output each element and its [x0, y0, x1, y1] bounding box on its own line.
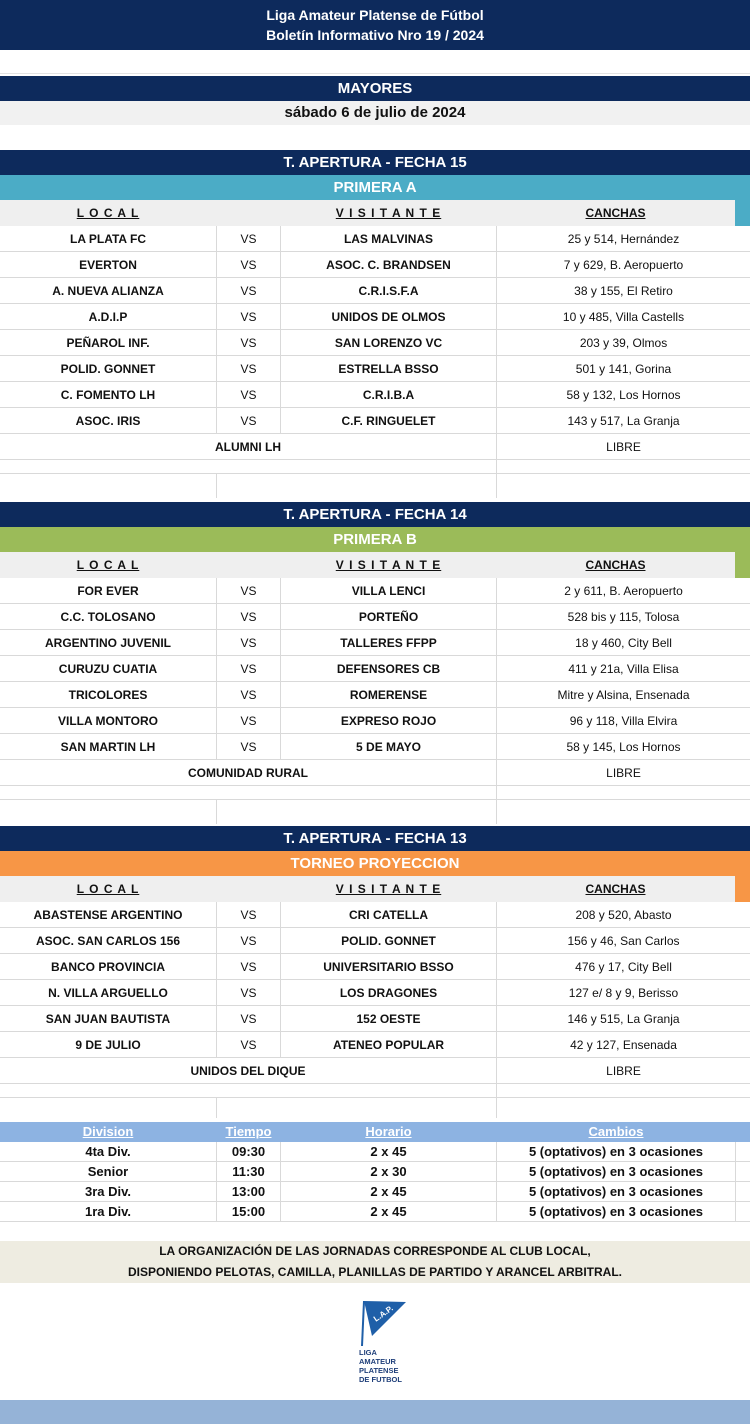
visiting-team: ROMERENSE — [349, 688, 428, 702]
visiting-team: ASOC. C. BRANDSEN — [326, 258, 451, 272]
visiting-team: C.R.I.B.A — [362, 388, 415, 402]
schedule-time: 09:30 — [216, 1142, 281, 1162]
versus-label: VS — [216, 356, 281, 382]
grid-line — [496, 1098, 497, 1118]
notice-line-1: LA ORGANIZACIÓN DE LAS JORNADAS CORRESPONDE AL CLUB LOCAL, — [159, 1244, 591, 1258]
field-location: 7 y 629, B. Aeropuerto — [496, 252, 750, 278]
match-row — [0, 630, 750, 656]
versus-label: VS — [216, 252, 281, 278]
match-row — [0, 252, 750, 278]
local-team: EVERTON — [79, 258, 137, 272]
bye-label: LIBRE — [496, 1058, 750, 1084]
grid-line — [496, 460, 497, 474]
local-team: SAN JUAN BAUTISTA — [45, 1012, 171, 1026]
match-row — [0, 1032, 750, 1058]
versus-label: VS — [216, 708, 281, 734]
versus-label: VS — [216, 226, 281, 252]
versus-label: VS — [216, 734, 281, 760]
schedule-substitutions: 5 (optativos) en 3 ocasiones — [496, 1142, 736, 1162]
field-location: 18 y 460, City Bell — [496, 630, 750, 656]
schedule-row — [0, 1182, 750, 1202]
schedule-substitutions: 5 (optativos) en 3 ocasiones — [496, 1162, 736, 1182]
match-row — [0, 408, 750, 434]
field-location: 156 y 46, San Carlos — [496, 928, 750, 954]
match-row — [0, 656, 750, 682]
schedule-col-tiempo: Tiempo — [225, 1124, 272, 1139]
schedule-row — [0, 1142, 750, 1162]
division-title: PRIMERA A — [0, 175, 750, 200]
column-header-row — [0, 200, 735, 226]
section-title: T. APERTURA - FECHA 13 — [0, 826, 750, 851]
schedule-time: 11:30 — [216, 1162, 281, 1182]
versus-label: VS — [216, 278, 281, 304]
field-location: 411 y 21a, Villa Elisa — [496, 656, 750, 682]
visiting-team: TALLERES FFPP — [340, 636, 437, 650]
column-header-row — [0, 552, 735, 578]
visiting-team: C.F. RINGUELET — [341, 414, 436, 428]
match-row — [0, 226, 750, 252]
column-canchas: CANCHAS — [585, 882, 646, 896]
pennant-flag-icon — [350, 1298, 420, 1393]
field-location: 203 y 39, Olmos — [496, 330, 750, 356]
schedule-division: 4ta Div. — [85, 1144, 131, 1159]
bulletin-number: Boletín Informativo Nro 19 / 2024 — [266, 27, 484, 43]
field-location: 58 y 132, Los Hornos — [496, 382, 750, 408]
local-team: C. FOMENTO LH — [60, 388, 156, 402]
local-team: N. VILLA ARGUELLO — [48, 986, 168, 1000]
accent-strip — [735, 200, 750, 226]
visiting-team: UNIVERSITARIO BSSO — [323, 960, 454, 974]
visiting-team: UNIDOS DE OLMOS — [331, 310, 446, 324]
versus-label: VS — [216, 656, 281, 682]
local-team: ABASTENSE ARGENTINO — [33, 908, 183, 922]
schedule-duration: 2 x 45 — [370, 1184, 407, 1199]
field-location: 10 y 485, Villa Castells — [496, 304, 750, 330]
versus-label: VS — [216, 304, 281, 330]
versus-label: VS — [216, 682, 281, 708]
division-title: TORNEO PROYECCION — [0, 851, 750, 876]
match-row — [0, 682, 750, 708]
versus-label: VS — [216, 980, 281, 1006]
local-team: CURUZU CUATIA — [58, 662, 158, 676]
field-location: 146 y 515, La Granja — [496, 1006, 750, 1032]
section-title: T. APERTURA - FECHA 14 — [0, 502, 750, 527]
visiting-team: ESTRELLA BSSO — [338, 362, 439, 376]
grid-line — [496, 800, 497, 824]
schedule-time: 13:00 — [216, 1182, 281, 1202]
notice-line-2: DISPONIENDO PELOTAS, CAMILLA, PLANILLAS DE PARTIDO Y ARANCEL ARBITRAL. — [127, 1265, 622, 1279]
spacer — [0, 50, 750, 74]
local-team: PEÑAROL INF. — [66, 336, 150, 350]
column-visitante: V I S I T A N T E — [335, 882, 442, 896]
versus-label: VS — [216, 954, 281, 980]
column-canchas: CANCHAS — [585, 206, 646, 220]
division-title: PRIMERA B — [0, 527, 750, 552]
field-location: 476 y 17, City Bell — [496, 954, 750, 980]
field-location: 96 y 118, Villa Elvira — [496, 708, 750, 734]
local-team: 9 DE JULIO — [75, 1038, 141, 1052]
field-location: 127 e/ 8 y 9, Berisso — [496, 980, 750, 1006]
versus-label: VS — [216, 578, 281, 604]
column-canchas: CANCHAS — [585, 558, 646, 572]
bye-label: LIBRE — [496, 434, 750, 460]
match-row — [0, 980, 750, 1006]
logo-line-1: LIGA — [359, 1348, 377, 1357]
local-team: POLID. GONNET — [60, 362, 156, 376]
visiting-team: ATENEO POPULAR — [332, 1038, 445, 1052]
match-row — [0, 304, 750, 330]
match-row — [0, 382, 750, 408]
grid-line — [496, 474, 497, 498]
footer-bar — [0, 1400, 750, 1424]
column-visitante: V I S I T A N T E — [335, 206, 442, 220]
field-location: 143 y 517, La Granja — [496, 408, 750, 434]
field-location: Mitre y Alsina, Ensenada — [496, 682, 750, 708]
match-row — [0, 578, 750, 604]
column-local: L O C A L — [76, 558, 140, 572]
empty-row — [0, 474, 750, 498]
field-location: 25 y 514, Hernández — [496, 226, 750, 252]
section-title: T. APERTURA - FECHA 15 — [0, 150, 750, 175]
schedule-division: 1ra Div. — [84, 1204, 131, 1219]
accent-strip — [735, 876, 750, 902]
local-team: ARGENTINO JUVENIL — [44, 636, 171, 650]
local-team: LA PLATA FC — [70, 232, 146, 246]
local-team: SAN MARTIN LH — [60, 740, 156, 754]
visiting-team: LOS DRAGONES — [339, 986, 438, 1000]
local-team: ASOC. IRIS — [75, 414, 141, 428]
field-location: 2 y 611, B. Aeropuerto — [496, 578, 750, 604]
bye-team: ALUMNI LH — [215, 440, 281, 454]
match-row — [0, 734, 750, 760]
bye-row — [0, 434, 750, 460]
match-row — [0, 330, 750, 356]
organization-notice — [0, 1241, 750, 1283]
visiting-team: PORTEÑO — [358, 610, 419, 624]
local-team: C.C. TOLOSANO — [60, 610, 156, 624]
bye-team: UNIDOS DEL DIQUE — [190, 1064, 306, 1078]
schedule-row — [0, 1162, 750, 1182]
versus-label: VS — [216, 928, 281, 954]
grid-line — [216, 1098, 217, 1118]
bye-row — [0, 1058, 750, 1084]
match-row — [0, 954, 750, 980]
field-location: 42 y 127, Ensenada — [496, 1032, 750, 1058]
league-logo — [350, 1298, 420, 1393]
visiting-team: 152 OESTE — [356, 1012, 421, 1026]
empty-row — [0, 1084, 750, 1098]
schedule-division: Senior — [87, 1164, 129, 1179]
bye-team: COMUNIDAD RURAL — [188, 766, 308, 780]
bye-row — [0, 760, 750, 786]
field-location: 58 y 145, Los Hornos — [496, 734, 750, 760]
field-location: 528 bis y 115, Tolosa — [496, 604, 750, 630]
schedule-division: 3ra Div. — [84, 1184, 131, 1199]
schedule-col-cambios: Cambios — [588, 1124, 644, 1139]
schedule-duration: 2 x 30 — [370, 1164, 407, 1179]
schedule-substitutions: 5 (optativos) en 3 ocasiones — [496, 1182, 736, 1202]
bye-label: LIBRE — [496, 760, 750, 786]
schedule-header — [0, 1122, 750, 1142]
grid-line — [496, 786, 497, 800]
local-team: TRICOLORES — [68, 688, 148, 702]
local-team: ASOC. SAN CARLOS 156 — [35, 934, 181, 948]
schedule-duration: 2 x 45 — [370, 1144, 407, 1159]
match-row — [0, 928, 750, 954]
league-title: Liga Amateur Platense de Fútbol — [266, 7, 484, 23]
field-location: 208 y 520, Abasto — [496, 902, 750, 928]
empty-row — [0, 460, 750, 474]
grid-line — [216, 800, 217, 824]
match-row — [0, 708, 750, 734]
local-team: BANCO PROVINCIA — [50, 960, 165, 974]
versus-label: VS — [216, 408, 281, 434]
visiting-team: POLID. GONNET — [341, 934, 436, 948]
local-team: A. NUEVA ALIANZA — [52, 284, 164, 298]
column-local: L O C A L — [76, 206, 140, 220]
versus-label: VS — [216, 604, 281, 630]
bulletin-header — [0, 0, 750, 50]
schedule-time: 15:00 — [216, 1202, 281, 1222]
match-row — [0, 902, 750, 928]
logo-line-4: DE FUTBOL — [359, 1375, 402, 1384]
visiting-team: C.R.I.S.F.A — [358, 284, 419, 298]
schedule-duration: 2 x 45 — [370, 1204, 407, 1219]
versus-label: VS — [216, 330, 281, 356]
visiting-team: CRI CATELLA — [348, 908, 429, 922]
versus-label: VS — [216, 1006, 281, 1032]
grid-line — [216, 474, 217, 498]
schedule-col-division: Division — [82, 1124, 134, 1139]
local-team: VILLA MONTORO — [58, 714, 158, 728]
visiting-team: 5 DE MAYO — [356, 740, 421, 754]
accent-strip — [735, 552, 750, 578]
visiting-team: DEFENSORES CB — [336, 662, 441, 676]
schedule-col-horario: Horario — [365, 1124, 412, 1139]
match-row — [0, 278, 750, 304]
local-team: FOR EVER — [77, 584, 139, 598]
match-row — [0, 604, 750, 630]
versus-label: VS — [216, 902, 281, 928]
empty-row — [0, 800, 750, 824]
match-date: sábado 6 de julio de 2024 — [0, 101, 750, 125]
local-team: A.D.I.P — [88, 310, 128, 324]
visiting-team: VILLA LENCI — [351, 584, 426, 598]
schedule-substitutions: 5 (optativos) en 3 ocasiones — [496, 1202, 736, 1222]
versus-label: VS — [216, 1032, 281, 1058]
logo-line-2: AMATEUR — [359, 1357, 396, 1366]
column-header-row — [0, 876, 735, 902]
column-visitante: V I S I T A N T E — [335, 558, 442, 572]
versus-label: VS — [216, 630, 281, 656]
visiting-team: SAN LORENZO VC — [334, 336, 443, 350]
empty-row — [0, 786, 750, 800]
logo-flag-text: L.A.P. — [371, 1303, 395, 1324]
schedule-row — [0, 1202, 750, 1222]
field-location: 501 y 141, Gorina — [496, 356, 750, 382]
empty-row — [0, 1098, 750, 1118]
grid-line — [496, 1084, 497, 1098]
visiting-team: EXPRESO ROJO — [340, 714, 437, 728]
match-row — [0, 1006, 750, 1032]
category-title: MAYORES — [0, 76, 750, 101]
column-local: L O C A L — [76, 882, 140, 896]
logo-line-3: PLATENSE — [359, 1366, 399, 1375]
field-location: 38 y 155, El Retiro — [496, 278, 750, 304]
match-row — [0, 356, 750, 382]
visiting-team: LAS MALVINAS — [343, 232, 434, 246]
versus-label: VS — [216, 382, 281, 408]
